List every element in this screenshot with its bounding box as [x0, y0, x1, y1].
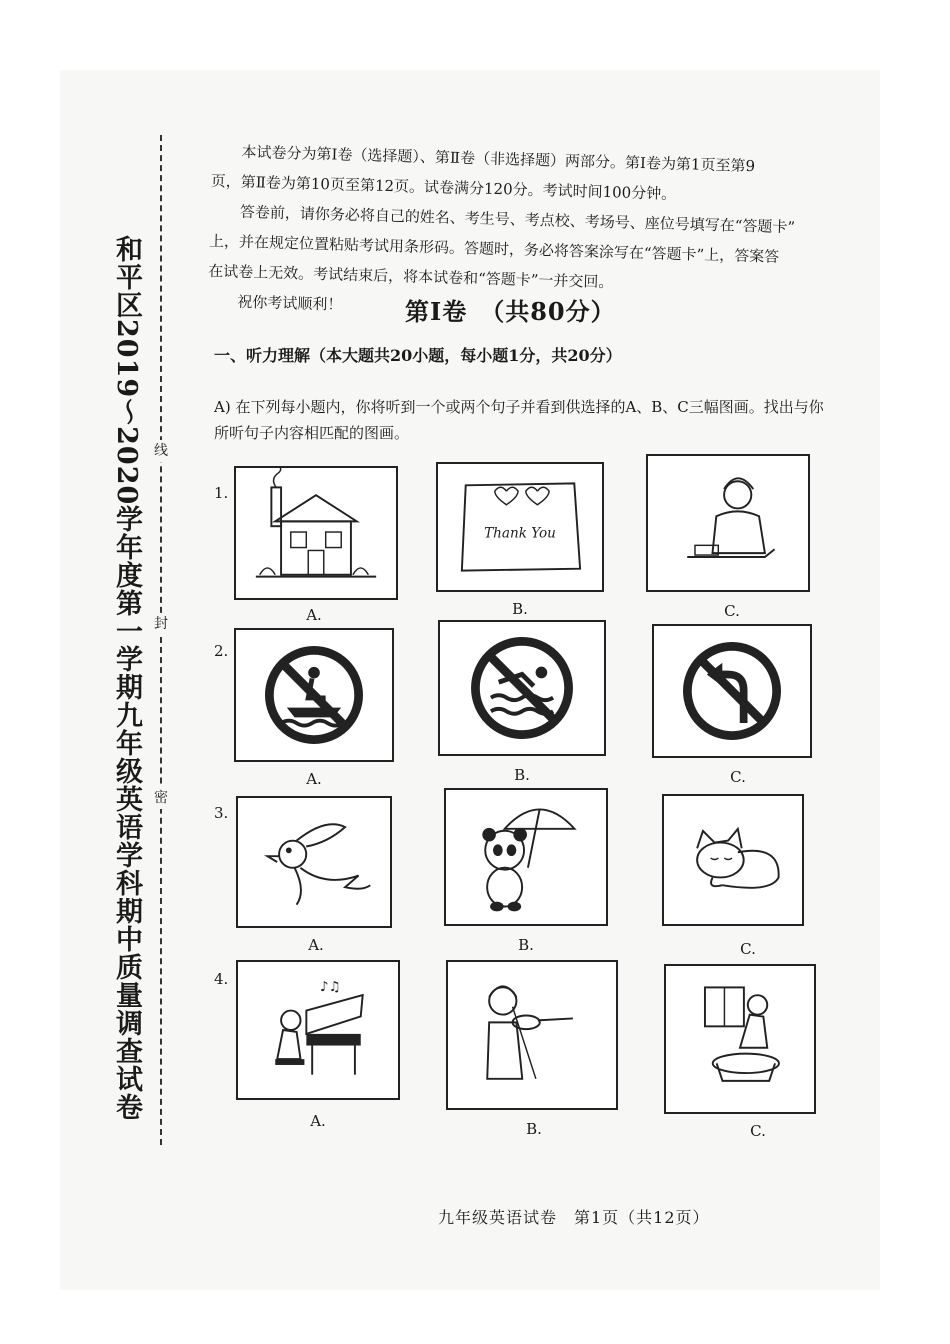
option-label: B.	[526, 1120, 542, 1138]
no-swimming-icon	[440, 622, 604, 754]
section-title: 第Ⅰ卷 （共80分）	[405, 297, 616, 326]
option-label: B.	[518, 936, 534, 954]
page-footer: 九年级英语试卷 第1页（共12页）	[438, 1208, 710, 1227]
instruction-line: 答卷前，请你务必将自己的姓名、考生号、考点校、考场号、座位号填写在“答题卡”	[239, 202, 796, 237]
woman-washing-picture[interactable]	[664, 964, 816, 1114]
instruction-line: 本试卷分为第Ⅰ卷（选择题）、第Ⅱ卷（非选择题）两部分。第Ⅰ卷为第1页至第9	[241, 142, 756, 176]
binding-line	[160, 135, 162, 1145]
good-luck-line: 祝你考试顺利！	[237, 292, 343, 314]
option-label: C.	[724, 602, 740, 620]
bird-picture[interactable]	[236, 796, 392, 928]
piano-icon	[238, 962, 398, 1098]
option-label: A.	[306, 770, 322, 788]
binding-mark-seal: 封	[151, 613, 171, 635]
card-text: Thank You	[484, 525, 556, 542]
part-instructions: A) 在下列每小题内，你将听到一个或两个句子并看到供选择的A、B、C三幅图画。找出与你所听句子内容相匹配的图画。	[214, 398, 824, 442]
thank-you-card-picture[interactable]	[436, 462, 604, 592]
instruction-line: 上，并在规定位置粘贴考试用条形码。答题时，务必将答案涂写在“答题卡”上，答案答	[208, 231, 780, 266]
option-label: B.	[512, 600, 528, 618]
no-swimming-sign[interactable]	[438, 620, 606, 756]
sleeping-cat-icon	[664, 796, 802, 924]
girl-violin-picture[interactable]	[446, 960, 618, 1110]
woman-writing-picture[interactable]	[646, 454, 810, 592]
question-number: 1.	[214, 484, 229, 502]
question-number: 4.	[214, 970, 229, 988]
sleeping-cat-picture[interactable]	[662, 794, 804, 926]
binding-mark-line: 线	[151, 440, 171, 462]
house-icon	[236, 468, 396, 598]
option-label: C.	[740, 940, 756, 958]
bird-icon	[238, 798, 390, 926]
option-label: A.	[310, 1112, 326, 1130]
no-left-turn-sign[interactable]	[652, 624, 812, 758]
panda-umbrella-icon	[446, 790, 606, 924]
option-label: A.	[308, 936, 324, 954]
svg-text:♪♫: ♪♫	[319, 979, 341, 996]
instruction-line: 在试卷上无效。考试结束后，将本试卷和“答题卡”一并交回。	[207, 261, 614, 292]
option-label: B.	[514, 766, 530, 784]
washing-icon	[666, 966, 814, 1112]
instruction-line: 页，第Ⅱ卷为第10页至第12页。试卷满分120分。考试时间100分钟。	[210, 171, 677, 203]
binding-mark-secret: 密	[151, 787, 171, 809]
no-left-turn-icon	[654, 626, 810, 756]
house-picture[interactable]	[234, 466, 398, 600]
option-label: A.	[306, 606, 322, 624]
panda-umbrella-picture[interactable]	[444, 788, 608, 926]
woman-writing-icon	[648, 456, 808, 590]
card-icon	[438, 464, 602, 590]
option-label: C.	[730, 768, 746, 786]
exam-title-vertical: 和平区2019～2020学年度第一学期九年级英语学科期中质量调查试卷	[111, 235, 142, 1122]
violin-icon	[448, 962, 616, 1108]
question-number: 3.	[214, 804, 229, 822]
girl-piano-picture[interactable]	[236, 960, 400, 1100]
option-label: C.	[750, 1122, 766, 1140]
question-number: 2.	[214, 642, 229, 660]
part-title: 一、听力理解（本大题共20小题，每小题1分，共20分）	[214, 346, 622, 365]
no-boating-sign[interactable]	[234, 628, 394, 762]
no-boating-icon	[236, 630, 392, 760]
